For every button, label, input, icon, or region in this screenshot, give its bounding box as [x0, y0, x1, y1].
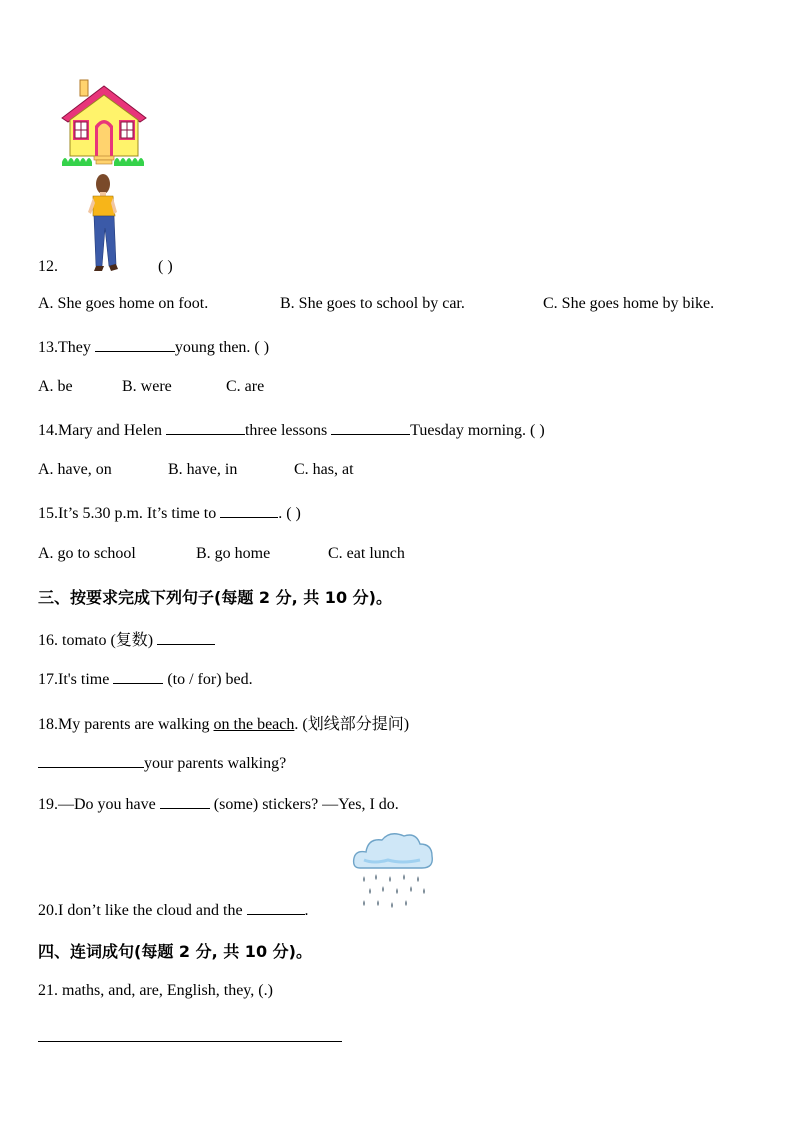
- underlined-phrase: on the beach: [213, 716, 295, 733]
- rain-cloud-illustration: [350, 830, 436, 914]
- q14-option-b: B. have, in: [168, 461, 238, 478]
- answer-paren: ( ): [158, 258, 173, 275]
- answer-blank: [166, 420, 245, 435]
- question-text: your parents walking?: [144, 755, 287, 772]
- answer-blank: [157, 630, 215, 645]
- question-number: 20.: [38, 902, 58, 919]
- question-text: Mary and Helen: [58, 422, 166, 439]
- q12-option-c: C. She goes home by bike.: [543, 295, 715, 312]
- question-text: .: [304, 902, 309, 919]
- question-19: [38, 794, 399, 814]
- question-15: [38, 503, 301, 523]
- question-number: 17.: [38, 671, 58, 688]
- q15-option-b: B. go home: [196, 545, 271, 562]
- answer-blank: [95, 337, 175, 352]
- question-number: 18.: [38, 716, 58, 733]
- question-text: It's time: [58, 671, 114, 688]
- answer-blank: [331, 420, 410, 435]
- question-17: [38, 669, 253, 689]
- q14-option-a: A. have, on: [38, 461, 112, 478]
- question-number: 19.: [38, 796, 58, 813]
- question-20: [38, 900, 309, 920]
- question-text: young then. ( ): [174, 339, 270, 356]
- question-14: [38, 420, 545, 440]
- q13-option-b: B. were: [122, 378, 172, 395]
- question-18-answer-line: [38, 753, 286, 773]
- question-text: —Do you have: [58, 796, 160, 813]
- question-number: 13.: [38, 339, 58, 356]
- question-number: 21.: [38, 982, 58, 999]
- question-16: [38, 627, 215, 650]
- section-4-heading: 四、连词成句(每题 2 分, 共 10 分)。: [38, 942, 312, 961]
- question-text: Tuesday morning. ( ): [410, 422, 545, 439]
- q15-option-a: A. go to school: [38, 545, 136, 562]
- q13-option-c: C. are: [226, 378, 265, 395]
- question-number: 14.: [38, 422, 58, 439]
- question-21: [38, 982, 273, 1000]
- question-number: 16.: [38, 632, 58, 649]
- question-text: I don’t like the cloud and the: [58, 902, 247, 919]
- question-text: It’s 5.30 p.m. It’s time to: [58, 505, 221, 522]
- question-text: My parents are walking: [58, 716, 214, 733]
- q13-option-a: A. be: [38, 378, 73, 395]
- q12-option-b: B. She goes to school by car.: [280, 295, 465, 312]
- answer-blank: [38, 753, 144, 768]
- q15-option-c: C. eat lunch: [328, 545, 405, 562]
- answer-line: [38, 1041, 342, 1042]
- house-illustration: [58, 76, 150, 168]
- question-text: (to / for) bed.: [163, 671, 253, 688]
- question-text: maths, and, are, English, they, (.): [58, 982, 273, 999]
- question-text: . (划线部分提问): [294, 716, 410, 733]
- q12-option-a: A. She goes home on foot.: [38, 295, 209, 312]
- question-text: . ( ): [278, 505, 301, 522]
- question-number: 15.: [38, 505, 58, 522]
- question-18: [38, 711, 409, 734]
- answer-blank: [220, 503, 278, 518]
- question-text: They: [58, 339, 95, 356]
- answer-blank: [113, 669, 163, 684]
- question-12: [38, 258, 173, 276]
- answer-blank: [160, 794, 210, 809]
- question-number: 12.: [38, 258, 58, 275]
- question-13: [38, 337, 269, 357]
- section-3-heading: 三、按要求完成下列句子(每题 2 分, 共 10 分)。: [38, 588, 392, 607]
- answer-blank: [247, 900, 305, 915]
- question-text: three lessons: [244, 422, 332, 439]
- question-text: (some) stickers? —Yes, I do.: [209, 796, 399, 813]
- q14-option-c: C. has, at: [294, 461, 354, 478]
- question-text: tomato (复数): [58, 632, 158, 649]
